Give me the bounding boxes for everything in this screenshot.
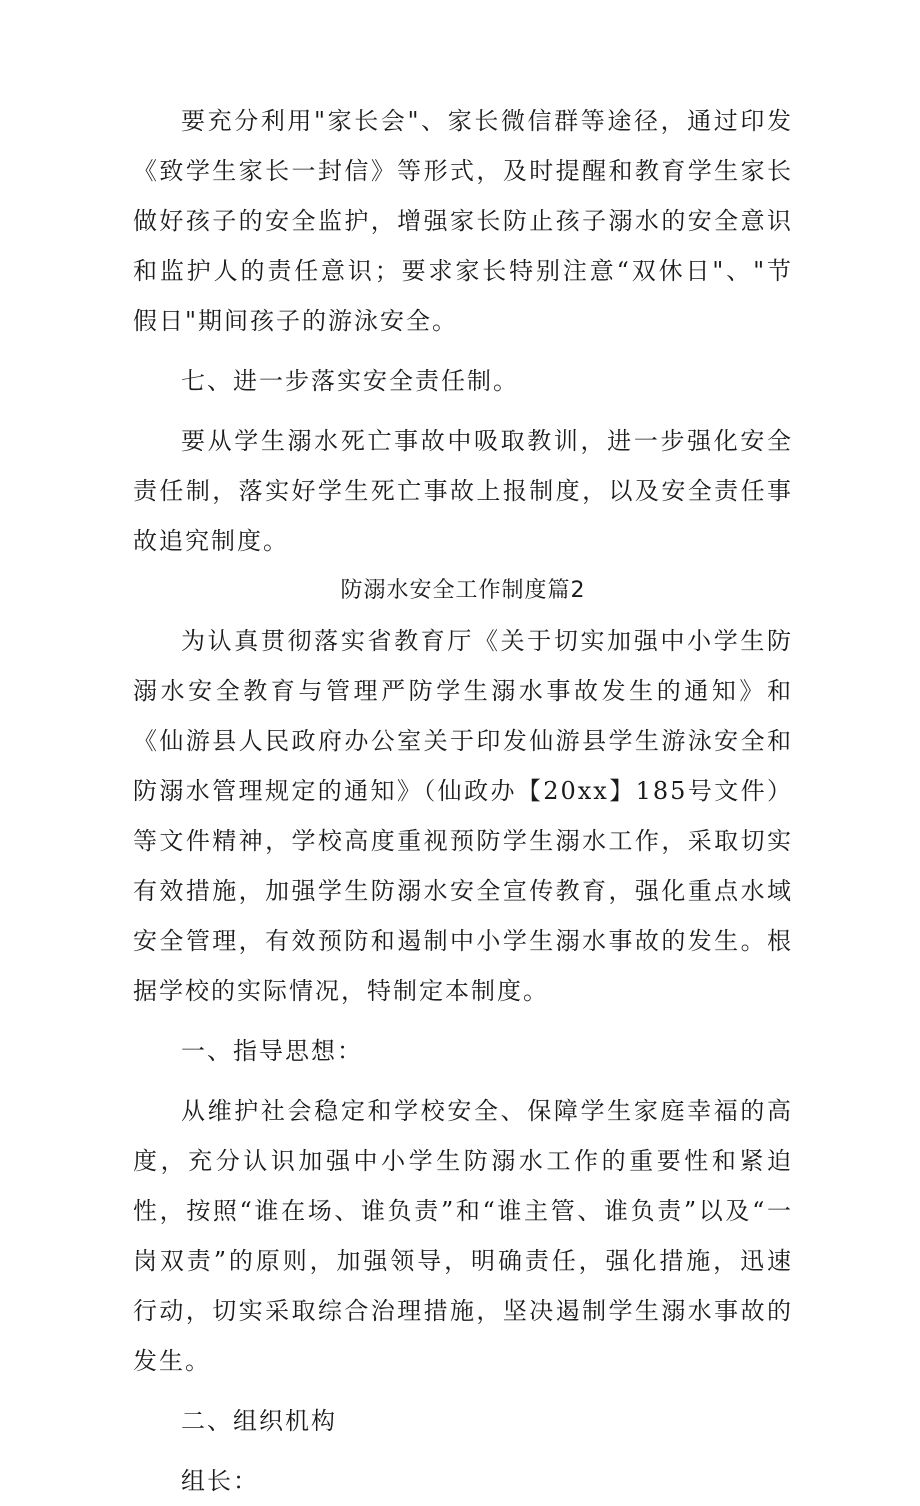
paragraph-responsibility: 要从学生溺水死亡事故中吸取教训，进一步强化安全责任制，落实好学生死亡事故上报制度，以及安全责任事故追究制度。 — [133, 427, 793, 555]
section-title: 防溺水安全工作制度篇2 — [340, 578, 586, 603]
label-team-leader: 组长： — [181, 1467, 259, 1495]
paragraph-guiding-thought: 从维护社会稳定和学校安全、保障学生家庭幸福的高度，充分认识加强中小学生防溺水工作的重要性和紧迫性，按照“谁在场、谁负责”和“谁主管、谁负责”以及“一岗双责”的原则，加强领导，明确责任，强化措施，迅速行动，切实采取综合治理措施，坚决遏制学生溺水事故的发生。 — [133, 1097, 793, 1375]
spacer — [133, 406, 793, 416]
spacer — [133, 346, 793, 356]
spacer — [133, 1016, 793, 1026]
spacer — [133, 1446, 793, 1456]
document-body — [133, 96, 793, 1506]
paragraph-parent-communication: 要充分利用"家长会"、家长微信群等途径，通过印发《致学生家长一封信》等形式，及时提醒和教育学生家长做好孩子的安全监护，增强家长防止孩子溺水的安全意识和监护人的责任意识；要求家长特别注意“双休日"、"节假日"期间孩子的游泳安全。 — [133, 107, 793, 335]
spacer — [133, 1076, 793, 1086]
heading-seven: 七、进一步落实安全责任制。 — [181, 367, 519, 395]
heading-guiding-thought: 一、指导思想： — [181, 1037, 363, 1065]
paragraph-introduction: 为认真贯彻落实省教育厅《关于切实加强中小学生防溺水安全教育与管理严防学生溺水事故发生的通知》和《仙游县人民政府办公室关于印发仙游县学生游泳安全和防溺水管理规定的通知》（仙政办【20xx】185号文件）等文件精神，学校高度重视预防学生溺水工作，采取切实有效措施，加强学生防溺水安全宣传教育，强化重点水域安全管理，有效预防和遏制中小学生溺水事故的发生。根据学校的实际情况，特制定本制度。 — [133, 627, 793, 1005]
heading-organization: 二、组织机构 — [181, 1407, 337, 1435]
spacer — [133, 1386, 793, 1396]
